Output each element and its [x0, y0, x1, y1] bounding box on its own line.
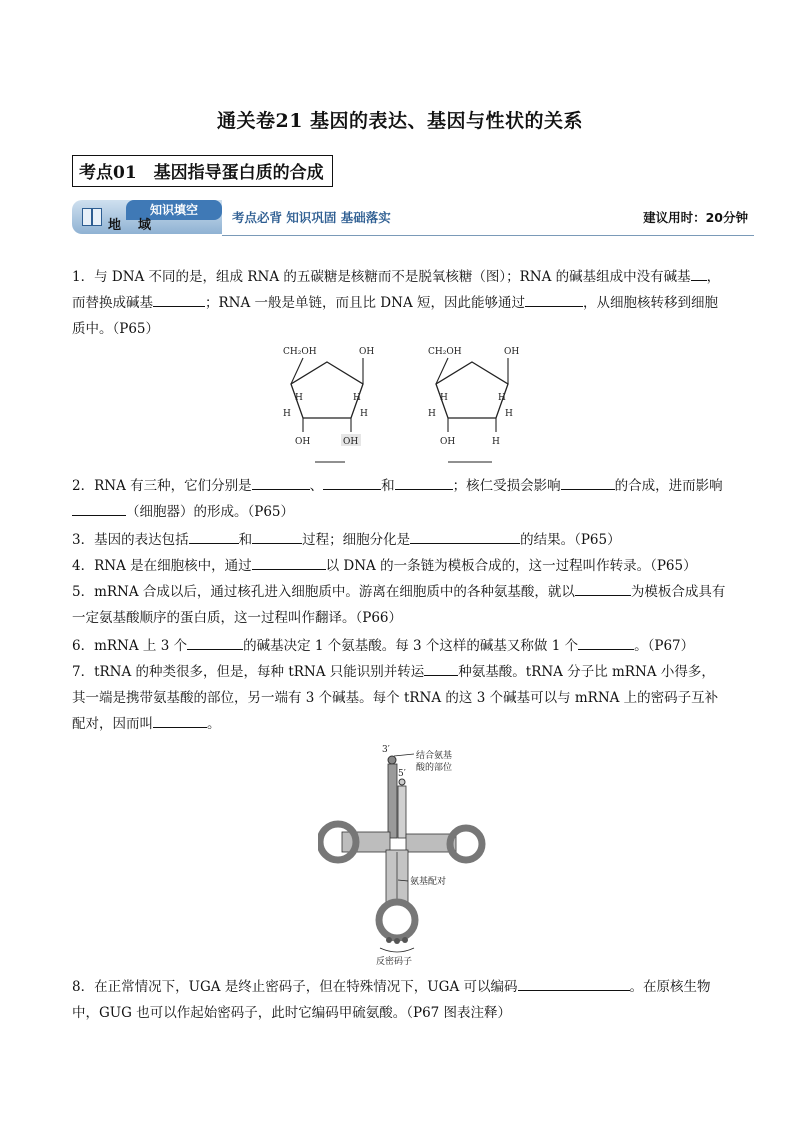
sugar-ch2oh-label: CH₂OH	[283, 347, 317, 357]
answer-blank[interactable]	[323, 475, 381, 490]
section-heading: 考点01 基因指导蛋白质的合成	[72, 155, 333, 187]
q2-text-e: 的合成，进而影响	[614, 478, 723, 494]
q8-text-b: 。在原核生物中，GUG 也可以作起始密码子，此时它编码甲硫氨酸。（P67 图表注释）	[72, 979, 711, 1021]
trna-base-pair-label: 氨基配对	[410, 877, 447, 887]
q5-text-a: 5．mRNA 合成以后，通过核孔进入细胞质中。游离在细胞质中的各种氨基酸，就以	[72, 584, 575, 600]
q1-text-a: 1．与 DNA 不同的是，组成 RNA 的五碳糖是核糖而不是脱氧核糖（图）；RNA 的碱基组成中没有碱基	[72, 269, 691, 285]
sugar-oh-label: OH	[343, 437, 359, 447]
sugar-oh-label: OH	[504, 347, 520, 357]
q1-text-b: ，而替换成碱基	[72, 269, 721, 311]
q4-text-a: 4．RNA 是在细胞核中，通过	[72, 558, 252, 574]
q1-text-c: ；RNA 一般是单链，而且比 DNA 短，因此能够通过	[205, 295, 525, 311]
question-6	[72, 633, 728, 659]
sugar-h-label: H	[353, 393, 361, 403]
sugar-h-label: H	[428, 409, 436, 419]
answer-blank[interactable]	[153, 292, 205, 307]
answer-blank[interactable]	[252, 529, 302, 544]
q3-text-b: 和	[238, 532, 253, 548]
sugar-h-label: H	[283, 409, 291, 419]
answer-blank[interactable]	[424, 661, 458, 676]
page-title: 通关卷21 基因的表达、基因与性状的关系	[216, 110, 584, 132]
answer-blank[interactable]	[72, 501, 126, 516]
q2-text-c: 和	[381, 478, 395, 494]
q3-text-c: 过程；细胞分化是	[302, 532, 411, 548]
answer-blank[interactable]	[410, 529, 520, 544]
sugar-structure-right	[428, 347, 519, 462]
answer-blank[interactable]	[575, 581, 631, 596]
answer-blank[interactable]	[189, 529, 239, 544]
answer-blank[interactable]	[252, 475, 310, 490]
suggested-time: 建议用时：20分钟	[643, 210, 748, 225]
sugar-structure-left	[283, 347, 374, 462]
trna-3-prime-label: 3′	[382, 745, 390, 755]
sugar-structure-figure	[275, 340, 535, 470]
trna-figure	[318, 742, 498, 967]
answer-blank[interactable]	[691, 266, 707, 281]
q2-text-a: 2．RNA 有三种，它们分别是	[72, 478, 252, 494]
q4-text-b: 以 DNA 的一条链为模板合成的，这一过程叫作转录。（P65）	[325, 558, 697, 574]
question-7	[72, 659, 728, 737]
q5-text-b: 为模板合成具有一定氨基酸顺序的蛋白质，这一过程叫作翻译。（P66）	[72, 584, 726, 626]
answer-blank[interactable]	[252, 555, 326, 570]
q2-text-d: ；核仁受损会影响	[452, 478, 561, 494]
banner-tab-label: 知识填空	[126, 200, 222, 220]
sugar-h-label: H	[498, 393, 506, 403]
trna-amino-site-label: 结合氨基	[416, 751, 453, 761]
question-8	[72, 974, 728, 1026]
banner-region: 地 域	[108, 218, 154, 233]
sugar-h-label: H	[440, 393, 448, 403]
q7-text-b: 种氨基酸。tRNA 分子比 mRNA 小得多，其一端是携带氨基酸的部位，另一端有 3 个碱基。每个 tRNA 的这 3 个碱基可以与 mRNA 上的密码子互补配对，因而叫	[72, 664, 719, 732]
banner-rule	[222, 235, 754, 236]
answer-blank[interactable]	[187, 635, 243, 650]
q2-text-b: 、	[309, 478, 324, 494]
answer-blank[interactable]	[561, 475, 615, 490]
sugar-oh-label: OH	[440, 437, 456, 447]
sugar-h-label: H	[360, 409, 368, 419]
trna-amino-site-label: 酸的部位	[416, 763, 453, 773]
banner-tagline: 考点必背 知识巩固 基础落实	[232, 210, 391, 225]
q2-text-f: （细胞器）的形成。（P65）	[126, 504, 295, 520]
section-banner	[72, 200, 754, 236]
answer-blank[interactable]	[518, 976, 630, 991]
answer-blank[interactable]	[153, 713, 207, 728]
question-5	[72, 579, 728, 631]
q6-text-c: 。（P67）	[634, 638, 695, 654]
trna-5-prime-label: 5′	[398, 769, 406, 779]
sugar-ch2oh-label: CH₂OH	[428, 347, 462, 357]
sugar-h-label: H	[505, 409, 513, 419]
trna-anticodon-label: 反密码子	[376, 957, 413, 967]
q6-text-a: 6．mRNA 上 3 个	[72, 638, 188, 654]
question-3	[72, 527, 728, 553]
q1-text-d: ，从细胞核转移到细胞质中。（P65）	[72, 295, 718, 337]
q6-text-b: 的碱基决定 1 个氨基酸。每 3 个这样的碱基又称做 1 个	[243, 638, 579, 654]
question-4	[72, 553, 728, 579]
q7-text-a: 7．tRNA 的种类很多，但是，每种 tRNA 只能识别并转运	[72, 664, 425, 680]
book-icon	[82, 208, 102, 226]
answer-blank[interactable]	[578, 635, 634, 650]
q3-text-a: 3．基因的表达包括	[72, 532, 189, 548]
q7-text-c: 。	[207, 716, 221, 732]
q3-text-d: 的结果。（P65）	[520, 532, 621, 548]
sugar-h-label: H	[492, 437, 500, 447]
sugar-oh-label: OH	[295, 437, 311, 447]
answer-blank[interactable]	[525, 292, 583, 307]
sugar-h-label: H	[295, 393, 303, 403]
question-1	[72, 264, 728, 342]
q8-text-a: 8．在正常情况下，UGA 是终止密码子，但在特殊情况下，UGA 可以编码	[72, 979, 518, 995]
question-2	[72, 473, 728, 525]
sugar-oh-label: OH	[359, 347, 375, 357]
answer-blank[interactable]	[395, 475, 453, 490]
